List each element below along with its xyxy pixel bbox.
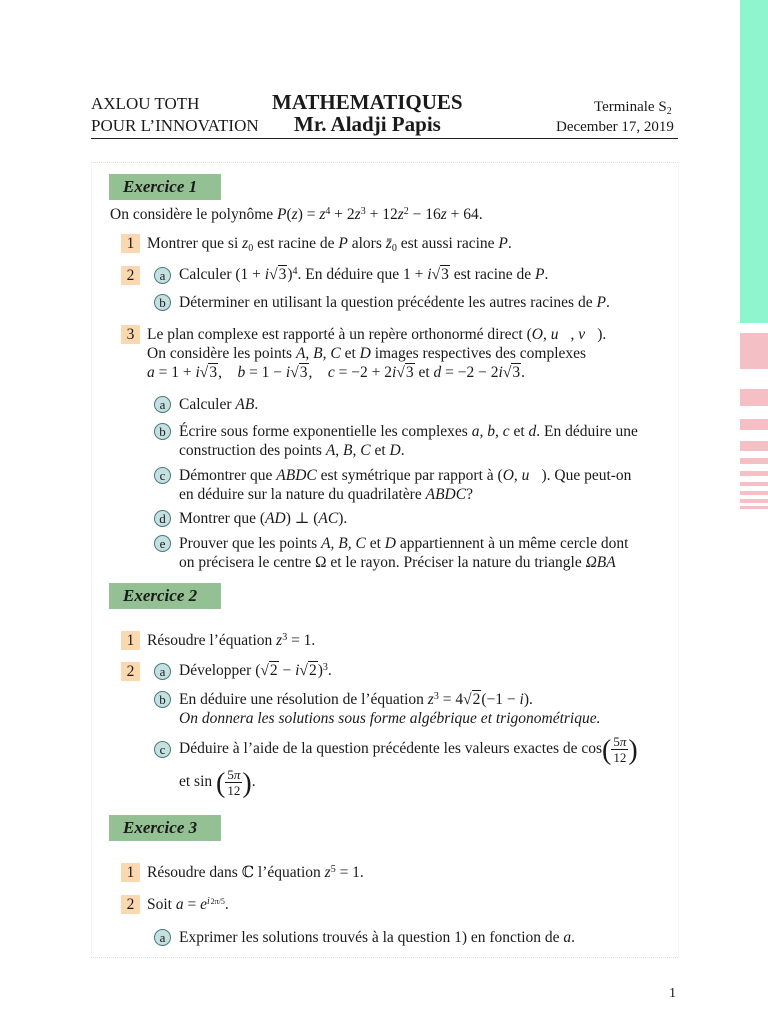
subject-title: MATHEMATIQUES bbox=[272, 90, 463, 114]
ex1-q3a-text: Calculer AB. bbox=[179, 396, 259, 413]
ex2-q1-text: Résoudre l’équation $z^3 = 1$. bbox=[147, 632, 316, 649]
page-number: 1 bbox=[669, 986, 676, 1001]
frame-top bbox=[91, 162, 678, 163]
exercise-1-title: Exercice 1 bbox=[109, 174, 221, 200]
ex2-q2a-text: Développer $(√2 - i√2)^3$. bbox=[179, 662, 332, 679]
side-pink-block bbox=[740, 333, 768, 369]
side-stripe bbox=[740, 471, 768, 476]
ex1-q2a-text: Calculer $(1 + i√3)^4$. En déduire que 1 + i√3 est racine de P. bbox=[179, 266, 549, 283]
ex3-q1-number: 1 bbox=[121, 863, 140, 882]
side-stripe bbox=[740, 458, 768, 464]
ex2-q2a-letter: a bbox=[154, 663, 171, 680]
org-line-1: AXLOU TOTH bbox=[91, 94, 200, 113]
ex1-q3-text: Le plan complexe est rapporté à un repère orthonormé direct (O, u⃗, v⃗). bbox=[147, 326, 607, 343]
side-stripe bbox=[740, 389, 768, 406]
ex1-q3c-letter: c bbox=[154, 467, 171, 484]
ex2-q2b-note: On donnera les solutions sous forme algébrique et trigonométrique. bbox=[179, 710, 601, 727]
side-stripe bbox=[740, 506, 768, 509]
header-rule bbox=[91, 138, 678, 139]
side-stripe bbox=[740, 499, 768, 503]
ex2-q1-number: 1 bbox=[121, 631, 140, 650]
date: December 17, 2019 bbox=[556, 119, 674, 135]
ex2-q2b-letter: b bbox=[154, 691, 171, 708]
ex1-q2-number: 2 bbox=[121, 266, 140, 285]
frame-right bbox=[678, 162, 679, 957]
ex2-q2-number: 2 bbox=[121, 662, 140, 681]
ex1-q3b-letter: b bbox=[154, 423, 171, 440]
ex1-q3b-line2: construction des points A, B, C et D. bbox=[179, 442, 405, 459]
ex1-q3-line2: On considère les points A, B, C et D images respectives des complexes bbox=[147, 345, 587, 362]
ex3-q1-text: Résoudre dans ℂ l’équation $z^5 = 1$. bbox=[147, 864, 364, 881]
ex1-q3-line3: a = 1 + i√3, b = 1 − i√3, c = −2 + 2i√3 et d = −2 − 2i√3. bbox=[147, 364, 525, 381]
ex1-q3-number: 3 bbox=[121, 325, 140, 344]
side-stripe bbox=[740, 482, 768, 486]
exercise-3-title: Exercice 3 bbox=[109, 815, 221, 841]
ex3-q2a-text: Exprimer les solutions trouvés à la question 1) en fonction de a. bbox=[179, 929, 576, 946]
ex2-q2c-text: Déduire à l’aide de la question précédente les valeurs exactes de cos( $\frac{5\pi}{12}$ ) bbox=[179, 733, 638, 766]
ex1-q1-text: Montrer que si $z_0$ est racine de P alors $z̄_0$ est aussi racine P. bbox=[147, 235, 512, 254]
ex1-q3c-text: Démontrer que ABDC est symétrique par rapport à (O, u⃗). Que peut-on bbox=[179, 467, 632, 484]
ex3-q2-number: 2 bbox=[121, 895, 140, 914]
ex1-q3b-text: Écrire sous forme exponentielle les complexes a, b, c et d. En déduire une bbox=[179, 423, 638, 440]
ex1-q2b-text: Déterminer en utilisant la question précédente les autres racines de P. bbox=[179, 294, 610, 311]
ex1-q3d-text: Montrer que (AD) ⊥ (AC). bbox=[179, 510, 348, 527]
ex3-q2-text: Soit $a = e^{i 2\pi/5}$. bbox=[147, 896, 229, 913]
side-stripe bbox=[740, 419, 768, 430]
ex1-q3e-line2: on précisera le centre Ω et le rayon. Préciser la nature du triangle ΩBA bbox=[179, 554, 616, 571]
ex1-q3d-letter: d bbox=[154, 510, 171, 527]
exercise-2-title: Exercice 2 bbox=[109, 583, 221, 609]
ex2-q2c-letter: c bbox=[154, 741, 171, 758]
ex1-q2a-letter: a bbox=[154, 267, 171, 284]
ex1-q2b-letter: b bbox=[154, 294, 171, 311]
frame-left bbox=[91, 162, 92, 957]
ex1-q3e-text: Prouver que les points A, B, C et D appartiennent à un même cercle dont bbox=[179, 535, 629, 552]
class-level: Terminale $S_2$ bbox=[594, 99, 672, 117]
side-green-bar bbox=[740, 0, 768, 323]
ex1-q3c-line2: en déduire sur la nature du quadrilatère ABDC? bbox=[179, 486, 473, 503]
org-line-2: POUR L’INNOVATION bbox=[91, 116, 259, 135]
frame-bottom bbox=[91, 957, 678, 958]
ex2-q2b-text: En déduire une résolution de l’équation $z^3 = 4√2(-1 - i)$. bbox=[179, 691, 533, 708]
ex2-q2c-line2: et sin ( $\frac{5\pi}{12}$ ). bbox=[179, 766, 256, 799]
side-stripe bbox=[740, 491, 768, 495]
side-stripe bbox=[740, 441, 768, 451]
teacher-name: Mr. Aladji Papis bbox=[294, 112, 441, 136]
ex3-q2a-letter: a bbox=[154, 929, 171, 946]
ex1-q3a-letter: a bbox=[154, 396, 171, 413]
ex1-q1-number: 1 bbox=[121, 234, 140, 253]
ex1-intro: On considère le polynôme $P(z) = z^4 + 2z^3 + 12z^2 - 16z + 64$. bbox=[110, 206, 483, 223]
ex1-q3e-letter: e bbox=[154, 535, 171, 552]
